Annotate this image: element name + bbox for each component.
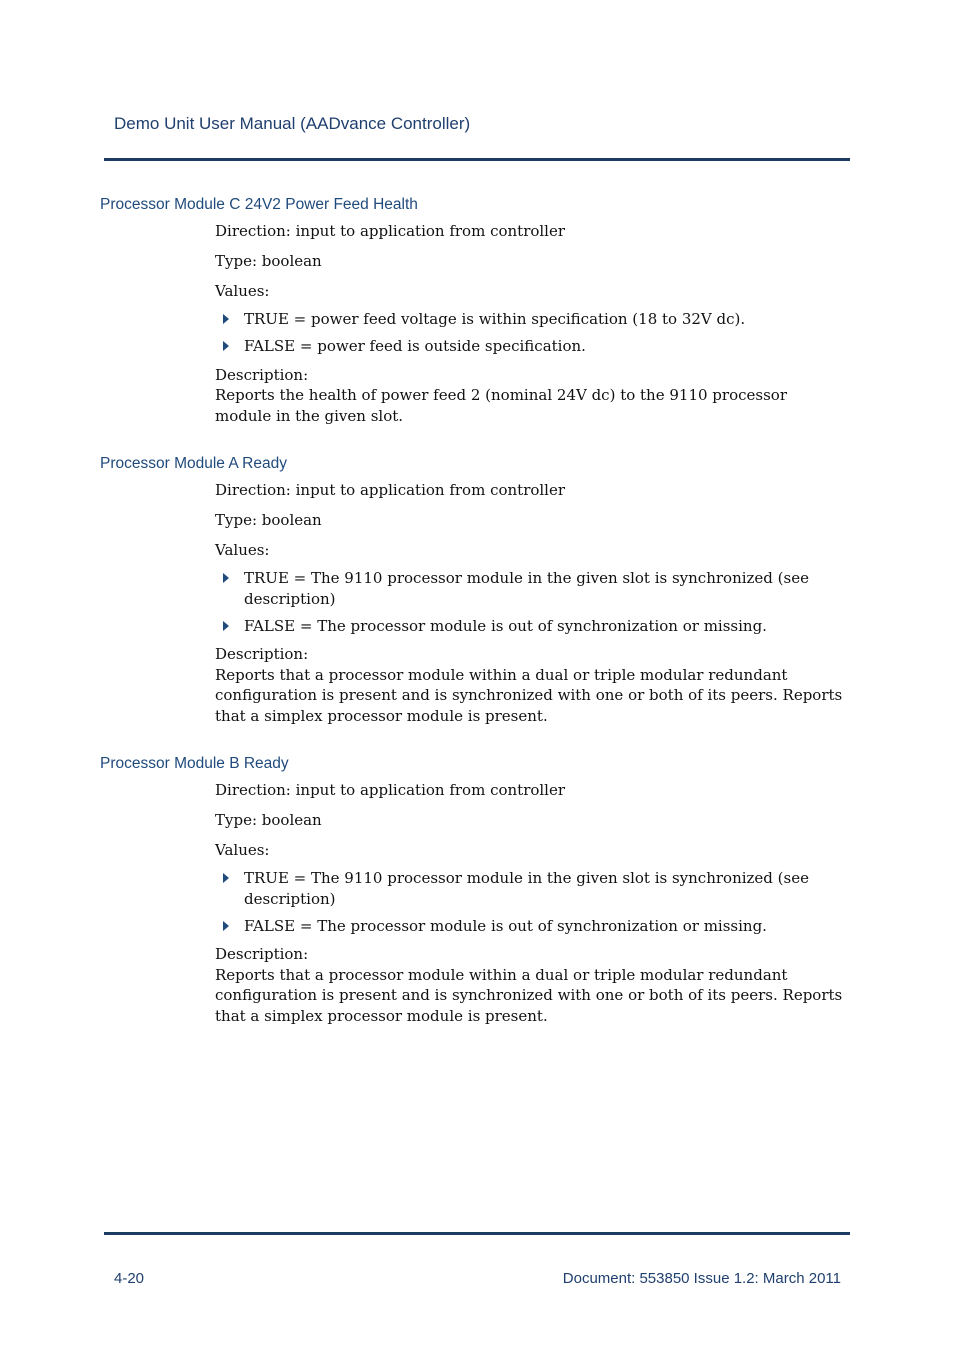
triangle-right-icon xyxy=(223,573,229,583)
value-text: FALSE = The processor module is out of synchronization or missing. xyxy=(244,916,767,935)
values-list xyxy=(215,309,845,357)
description-block xyxy=(215,365,845,427)
section-body xyxy=(215,780,845,1036)
description-label: Description: xyxy=(215,645,309,663)
direction-text: Direction: input to application from controller xyxy=(215,781,566,799)
value-text: TRUE = The 9110 processor module in the given slot is synchronized (see description) xyxy=(244,569,809,608)
description-text: Reports that a processor module within a dual or triple modular redundant configuration is present and is synchronized with one or both of its peers. Reports that a simplex processor module is present. xyxy=(215,665,843,725)
direction-text: Direction: input to application from controller xyxy=(215,481,566,499)
document-reference: Document: 553850 Issue 1.2: March 2011 xyxy=(562,1270,841,1287)
description-text: Reports the health of power feed 2 (nominal 24V dc) to the 9110 processor module in the given slot. xyxy=(215,386,787,425)
section-body xyxy=(215,480,845,736)
values-label: Values: xyxy=(215,282,270,300)
section-body xyxy=(215,221,845,436)
section-heading: Processor Module A Ready xyxy=(100,455,287,472)
document-header-title: Demo Unit User Manual (AADvance Controller) xyxy=(114,114,471,133)
footer-divider xyxy=(104,1232,850,1235)
direction-text: Direction: input to application from controller xyxy=(215,222,566,240)
section-heading: Processor Module C 24V2 Power Feed Health xyxy=(100,196,418,213)
value-text: FALSE = power feed is outside specification. xyxy=(244,337,586,355)
triangle-right-icon xyxy=(223,873,229,883)
list-item xyxy=(215,336,845,357)
value-text: TRUE = power feed voltage is within specification (18 to 32V dc). xyxy=(244,310,746,328)
type-text: Type: boolean xyxy=(215,252,322,270)
section-heading: Processor Module B Ready xyxy=(100,755,289,772)
value-text: TRUE = The 9110 processor module in the given slot is synchronized (see description) xyxy=(244,869,809,908)
values-list xyxy=(215,868,845,936)
header-divider xyxy=(104,158,850,161)
page-number: 4-20 xyxy=(114,1270,145,1287)
list-item xyxy=(215,309,845,330)
values-label: Values: xyxy=(215,541,270,559)
values-label: Values: xyxy=(215,841,270,859)
triangle-right-icon xyxy=(223,314,229,324)
list-item xyxy=(215,868,845,909)
description-block xyxy=(215,944,845,1026)
triangle-right-icon xyxy=(223,341,229,351)
list-item xyxy=(215,616,845,637)
description-block xyxy=(215,644,845,726)
values-list xyxy=(215,568,845,636)
value-text: FALSE = The processor module is out of synchronization or missing. xyxy=(244,616,767,635)
description-label: Description: xyxy=(215,945,309,963)
description-text: Reports that a processor module within a dual or triple modular redundant configuration is present and is synchronized with one or both of its peers. Reports that a simplex processor module is present. xyxy=(215,965,843,1025)
list-item xyxy=(215,568,845,609)
type-text: Type: boolean xyxy=(215,811,322,829)
triangle-right-icon xyxy=(223,621,229,631)
triangle-right-icon xyxy=(223,921,229,931)
type-text: Type: boolean xyxy=(215,511,322,529)
description-label: Description: xyxy=(215,365,309,384)
list-item xyxy=(215,916,845,937)
